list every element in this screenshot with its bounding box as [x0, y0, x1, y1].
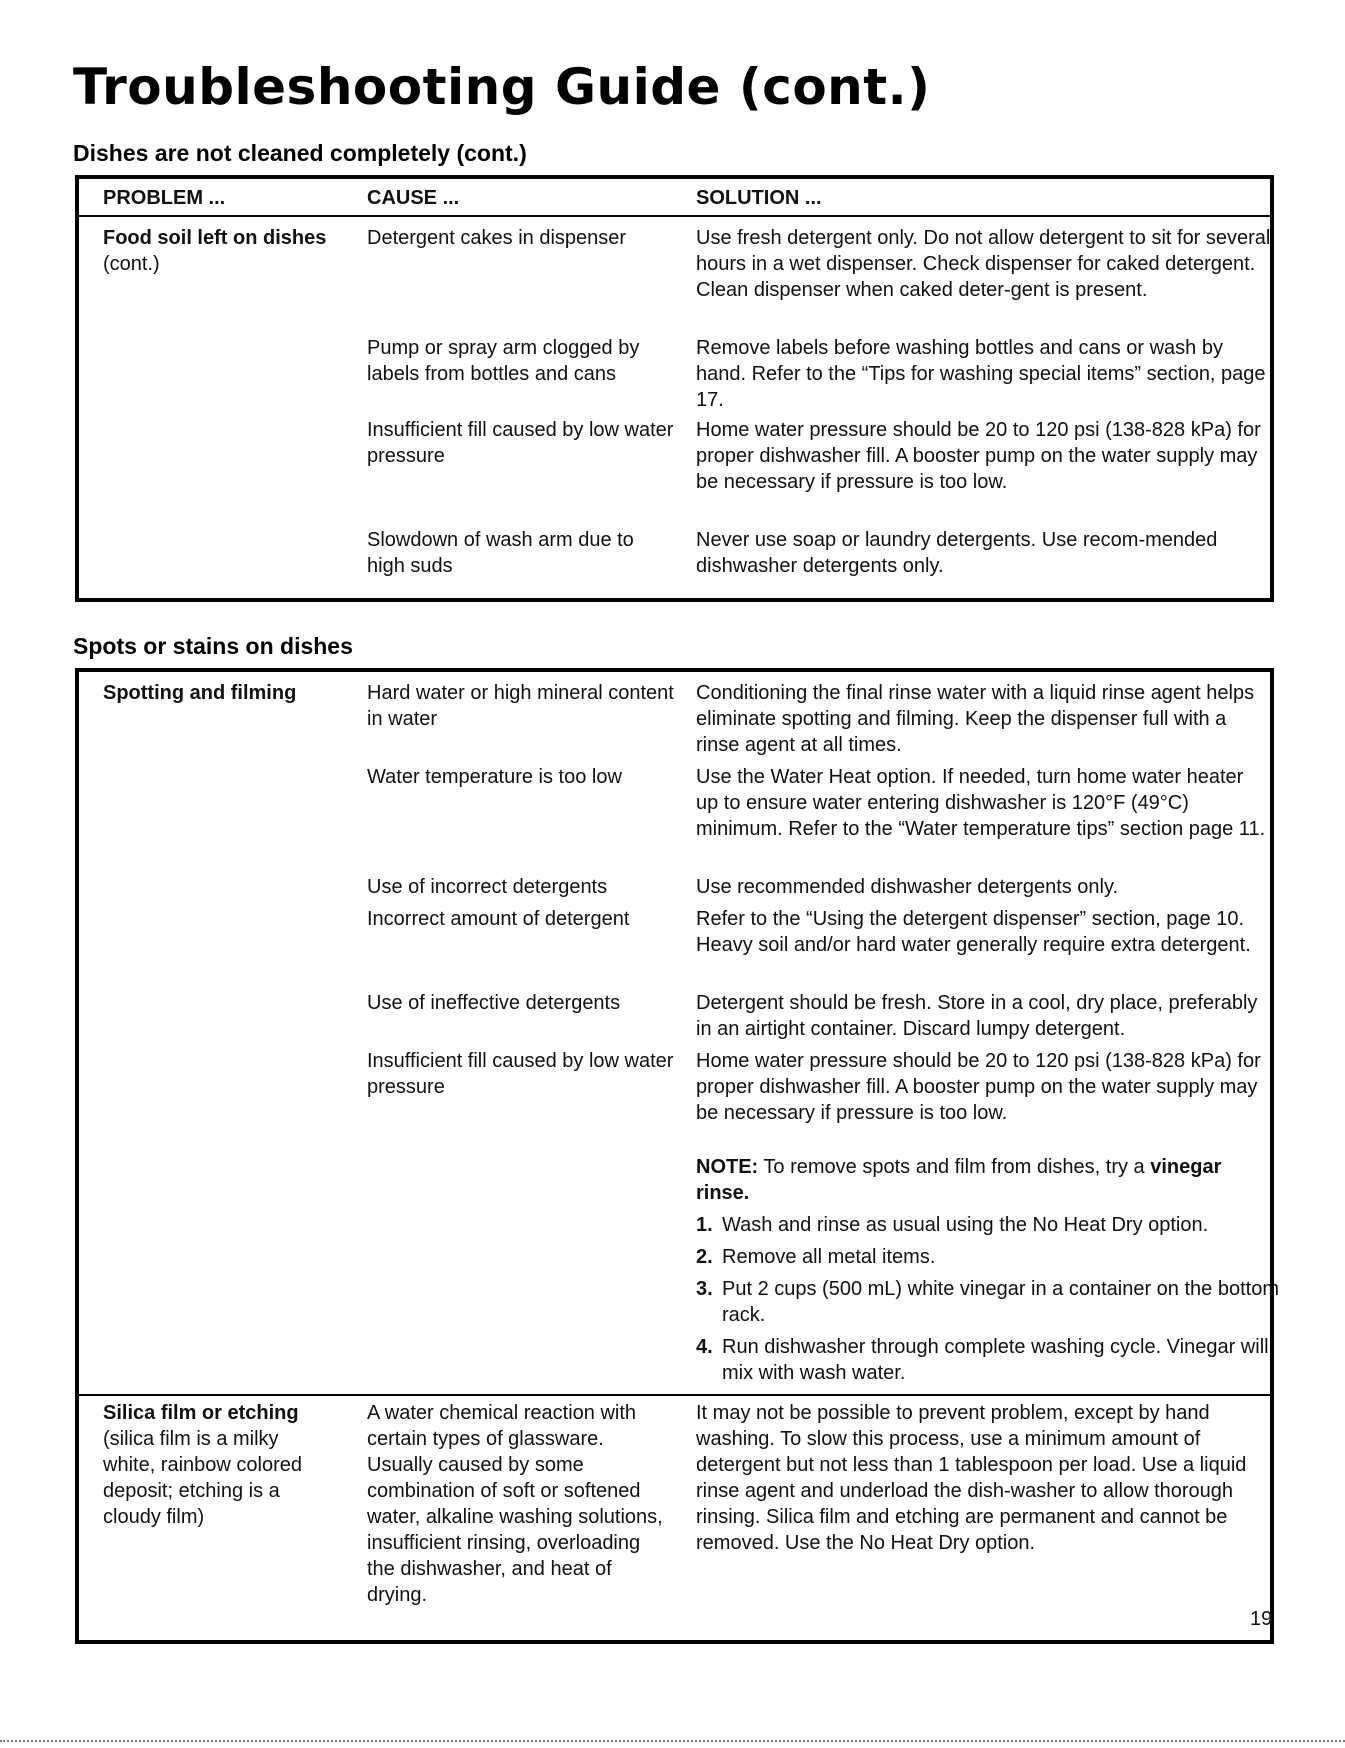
cause-cell: Detergent cakes in dispenser: [367, 227, 627, 249]
note-bold: vinegar rinse.: [696, 1156, 1222, 1204]
table-header: [79, 179, 1270, 217]
problem-label-bold: Food soil left on dishes: [103, 227, 327, 249]
step-number: 4.: [696, 1336, 713, 1358]
cause-cell: Water temperature is too low: [367, 766, 622, 788]
solution-cell: Home water pressure should be 20 to 120 psi (138-828 kPa) for proper dishwasher fill. A booster pump on the water supply may be necessary if pressure is too low.: [696, 419, 1261, 493]
cause-cell: Pump or spray arm clogged by labels from bottles and cans: [367, 337, 640, 385]
page-number: 19: [1250, 1608, 1273, 1630]
header-problem: PROBLEM ...: [103, 187, 226, 209]
problem-group-food-soil: [79, 217, 1270, 602]
solution-cell: Use fresh detergent only. Do not allow detergent to sit for several hours in a wet dispenser. Check dispenser for caked detergent. Clean dispenser when caked deter-gent is present.: [696, 227, 1271, 301]
vinegar-rinse-note: [696, 1154, 1271, 1206]
page-title: Troubleshooting Guide (cont.): [73, 58, 931, 116]
problem-group-silica: [79, 1396, 1273, 1642]
step-number: 2.: [696, 1246, 713, 1268]
cause-cell: A water chemical reaction with certain types of glassware. Usually caused by some combination of soft or softened water, alkaline washing solutions, insufficient rinsing, overloading the dishwasher, and heat of drying.: [367, 1402, 663, 1606]
problem-label-bold: Silica film or etching: [103, 1402, 299, 1424]
solution-cell: Remove labels before washing bottles and cans or wash by hand. Refer to the “Tips for washing special items” section, page 17.: [696, 337, 1266, 411]
cause-cell: Use of ineffective detergents: [367, 992, 621, 1014]
header-solution: SOLUTION ...: [696, 187, 822, 209]
step-text: Remove all metal items.: [722, 1246, 936, 1268]
troubleshooting-table-spots: [75, 668, 1279, 1644]
problem-group-spotting: [79, 672, 1279, 1396]
cause-cell: Incorrect amount of detergent: [367, 908, 630, 930]
problem-label-rest: (cont.): [103, 253, 160, 275]
solution-cell: Home water pressure should be 20 to 120 psi (138-828 kPa) for proper dishwasher fill. A booster pump on the water supply may be necessary if pressure is too low.: [696, 1050, 1261, 1124]
solution-cell: Use the Water Heat option. If needed, turn home water heater up to ensure water entering dishwasher is 120°F (49°C) minimum. Refer to the “Water temperature tips” section page 11.: [696, 766, 1266, 840]
solution-cell: Detergent should be fresh. Store in a cool, dry place, preferably in an airtight container. Discard lumpy detergent.: [696, 992, 1258, 1040]
cause-cell: Insufficient fill caused by low water pressure: [367, 419, 674, 467]
note-text: To remove spots and film from dishes, try a: [758, 1156, 1151, 1178]
note-label: NOTE:: [696, 1156, 759, 1178]
step-number: 1.: [696, 1214, 713, 1236]
solution-cell: Refer to the “Using the detergent dispenser” section, page 10. Heavy soil and/or hard water generally require extra detergent.: [696, 908, 1251, 956]
section-title-dishes-not-cleaned: Dishes are not cleaned completely (cont.): [73, 140, 527, 166]
problem-label: Spotting and filming: [103, 682, 297, 704]
solution-cell: Conditioning the final rinse water with a liquid rinse agent helps eliminate spotting and filming. Keep the dispenser full with a rinse agent at all times.: [696, 682, 1255, 756]
cause-cell: Slowdown of wash arm due to high suds: [367, 529, 634, 577]
solution-cell: It may not be possible to prevent problem, except by hand washing. To slow this process, use a minimum amount of detergent but not less than 1 tablespoon per load. Use a liquid rinse agent and underload the dish-washer to allow thorough rinsing. Silica film and etching are permanent and cannot be removed. Use the No Heat Dry option.: [696, 1402, 1247, 1554]
problem-label: [103, 1400, 333, 1530]
cause-cell: Insufficient fill caused by low water pressure: [367, 1050, 674, 1098]
header-cause: CAUSE ...: [367, 187, 460, 209]
cause-cell: Hard water or high mineral content in water: [367, 682, 674, 730]
section-title-spots-stains: Spots or stains on dishes: [73, 633, 353, 659]
step-text: Put 2 cups (500 mL) white vinegar in a container on the bottom rack.: [722, 1278, 1279, 1326]
troubleshooting-table-cleaning: [75, 175, 1274, 602]
problem-label: [103, 225, 343, 277]
problem-label-rest: (silica film is a milky white, rainbow colored deposit; etching is a cloudy film): [103, 1428, 302, 1528]
step-text: Wash and rinse as usual using the No Heat Dry option.: [722, 1214, 1209, 1236]
cause-cell: Use of incorrect detergents: [367, 876, 608, 898]
solution-cell: Use recommended dishwasher detergents only.: [696, 876, 1119, 898]
bottom-divider: [0, 1740, 1345, 1744]
step-text: Run dishwasher through complete washing cycle. Vinegar will mix with wash water.: [722, 1336, 1269, 1384]
solution-cell: Never use soap or laundry detergents. Use recom-mended dishwasher detergents only.: [696, 529, 1218, 577]
step-number: 3.: [696, 1278, 713, 1300]
